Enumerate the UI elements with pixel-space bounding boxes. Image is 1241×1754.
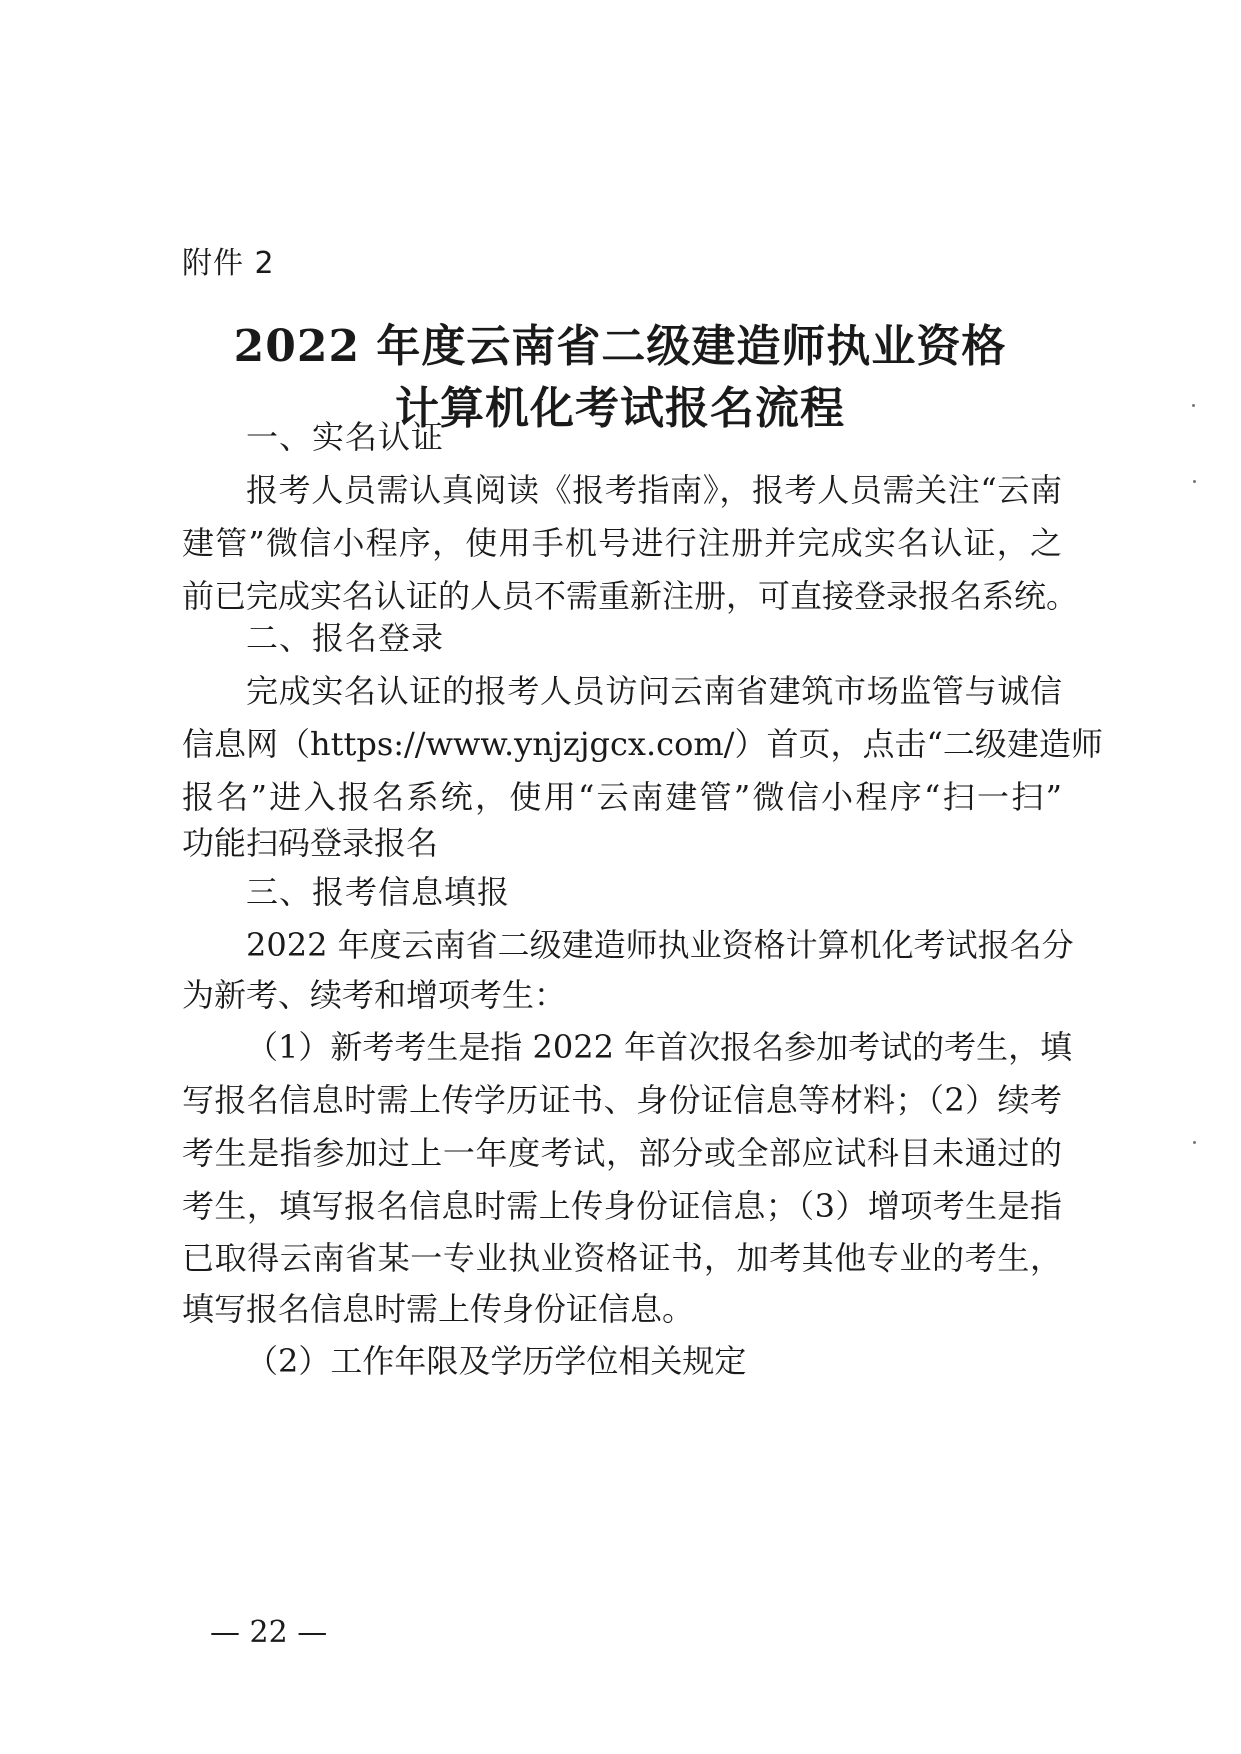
paragraph-line: 报名”进入报名系统，使用“云南建管”微信小程序“扫一扫” — [182, 778, 1062, 816]
paragraph-line: 为新考、续考和增项考生： — [182, 976, 567, 1014]
scan-speck — [1192, 404, 1195, 407]
paragraph-line: 写报名信息时需上传学历证书、身份证信息等材料；（2）续考 — [182, 1081, 1062, 1119]
paragraph-line: 填写报名信息时需上传身份证信息。 — [182, 1290, 695, 1328]
scan-speck — [1193, 480, 1196, 483]
paragraph-line: 考生，填写报名信息时需上传身份证信息；（3）增项考生是指 — [182, 1187, 1062, 1225]
paragraph-line: （2）工作年限及学历学位相关规定 — [246, 1342, 747, 1380]
section-heading-info-filling: 三、报考信息填报 — [246, 873, 511, 911]
attachment-label: 附件 2 — [182, 246, 275, 281]
paragraph-line: 考生是指参加过上一年度考试，部分或全部应试科目未通过的 — [182, 1134, 1062, 1172]
paragraph-line: 信息网（https://www.ynjzjgcx.com/）首页，点击“二级建造师 — [182, 725, 1103, 763]
paragraph-line: 前已完成实名认证的人员不需重新注册，可直接登录报名系统。 — [182, 577, 1079, 615]
paragraph-line: 报考人员需认真阅读《报考指南》，报考人员需关注“云南 — [246, 471, 1062, 509]
paragraph-line: 功能扫码登录报名 — [182, 824, 439, 862]
paragraph-line: （1）新考考生是指 2022 年首次报名参加考试的考生，填 — [246, 1028, 1073, 1066]
section-heading-real-name: 一、实名认证 — [246, 418, 445, 456]
page-number: — 22 — — [210, 1615, 328, 1650]
document-title-line-1: 2022 年度云南省二级建造师执业资格 — [233, 321, 1007, 372]
section-heading-login: 二、报名登录 — [246, 619, 445, 657]
scan-speck — [1193, 1141, 1196, 1144]
paragraph-line: 已取得云南省某一专业执业资格证书，加考其他专业的考生， — [182, 1239, 1062, 1277]
paragraph-line: 2022 年度云南省二级建造师执业资格计算机化考试报名分 — [246, 926, 1074, 964]
paragraph-line: 完成实名认证的报考人员访问云南省建筑市场监管与诚信 — [246, 672, 1062, 710]
paragraph-line: 建管”微信小程序，使用手机号进行注册并完成实名认证，之 — [182, 524, 1062, 562]
document-title-line-2: 计算机化考试报名流程 — [395, 383, 845, 434]
